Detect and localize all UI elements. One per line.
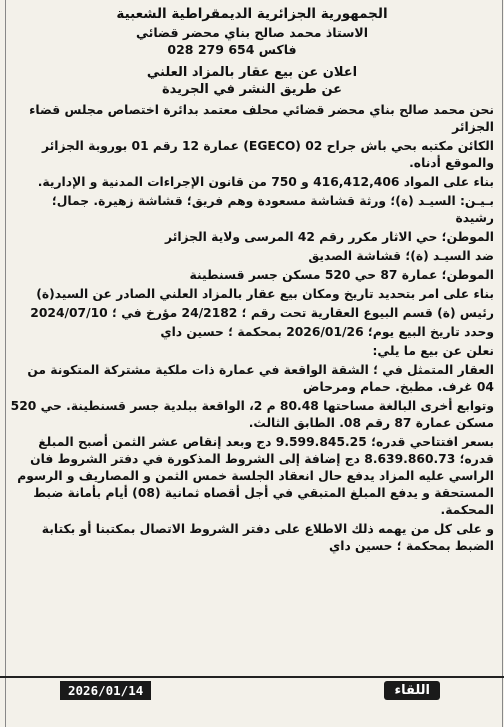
bailiff-name: الاستاذ محمد صالح بناي محضر قضائي (135, 25, 368, 40)
newspaper-name: اللقاء (384, 681, 440, 700)
plaintiffs: بـيـن: السيـد (ة)؛ ورثة قشاشة مسعودة وهم فريق؛ قشاشة زهيرة. جمال؛ رشيدة (51, 194, 494, 225)
footer-divider (0, 676, 504, 678)
defendant: ضد السيـد (ة)؛ قشاشة الصديق (308, 249, 494, 263)
right-border-line (502, 0, 503, 727)
contact-instructions: و على كل من يهمه ذلك الاطلاع على دفتر الشروط الاتصال بمكتبنا أو بكتابة الضبط بمحكمة ؛ حسين داي (41, 522, 494, 553)
defendant-address: الموطن؛ عمارة 87 حي 520 مسكن جسر قسنطينة (189, 268, 494, 282)
fax-number: فاكس 654 279 028 (167, 42, 297, 57)
property-description: العقار المتمثل في ؛ الشقة الواقعة في عمارة ذات ملكية مشتركة المتكونة من 04 غرف. مطبخ. حمام ومرحاض (27, 363, 494, 394)
notice-title: اعلان عن بيع عقار بالمزاد العلني (146, 65, 358, 80)
order-reference: رئيس (ة) قسم البيوع العقارية تحت رقم ؛ 24/2182 مؤرخ في ؛ 2024/07/10 (30, 306, 494, 320)
office-address: الكائن مكتبه بحي باش جراح 02 (EGECO) عمارة 12 رقم 01 بوروبة الجزائر والموقع أدناه. (42, 139, 494, 170)
sale-date: وحدد تاريخ البيع يوم؛ 2026/01/26 بمحكمة ؛ حسين داي (160, 325, 494, 339)
order-basis: بناء على امر بتحديد تاريخ ومكان بيع عقار بالمزاد العلني الصادر عن السيد(ة) (36, 287, 494, 301)
sale-announcement: نعلن عن بيع ما يلي: (372, 344, 494, 358)
republic-heading: الجمهورية الجزائرية الديمقراطية الشعبية (116, 6, 388, 22)
property-location: وتوابع أخرى البالغة مساحتها 80.48 م 2، الواقعة ببلدية جسر قسنطينة. حي 520 مسكن عمارة 87 رقم 08. الطابق الثالث. (10, 399, 494, 430)
left-border-line (5, 0, 6, 727)
price-conditions: بسعر افتتاحي قدره؛ 9.599.845.25 دج وبعد إنقاص عشر الثمن أصبح المبلغ قدره؛ 8.639.860.73 دج إضافة إلى الشروط المذكورة في دفتر الشروط فان الراسي عليه المزاد يدفع حال انعقاد الجلسة خمس الثمن و المصاريف و الرسوم المستحقة و يدفع المبلغ المتبقي في أجل أقصاه ثمانية (08) أيام بأمانة ضبط المحكمة. (17, 435, 494, 517)
legal-basis: بناء على المواد 416,412,406 و 750 من قانون الإجراءات المدنية و الإدارية. (37, 175, 494, 189)
publication-date: 2026/01/14 (60, 681, 151, 700)
plaintiffs-address: الموطن؛ حي الاثار مكرر رقم 42 المرسى ولاية الجزائر (165, 230, 494, 244)
bailiff-statement: نحن محمد صالح بناي محضر قضائي محلف معتمد بدائرة اختصاص مجلس قضاء الجزائر (29, 103, 494, 134)
legal-notice (10, 6, 494, 674)
notice-subtitle: عن طريق النشر في الجريدة (161, 82, 343, 97)
footer-bar (60, 680, 440, 700)
